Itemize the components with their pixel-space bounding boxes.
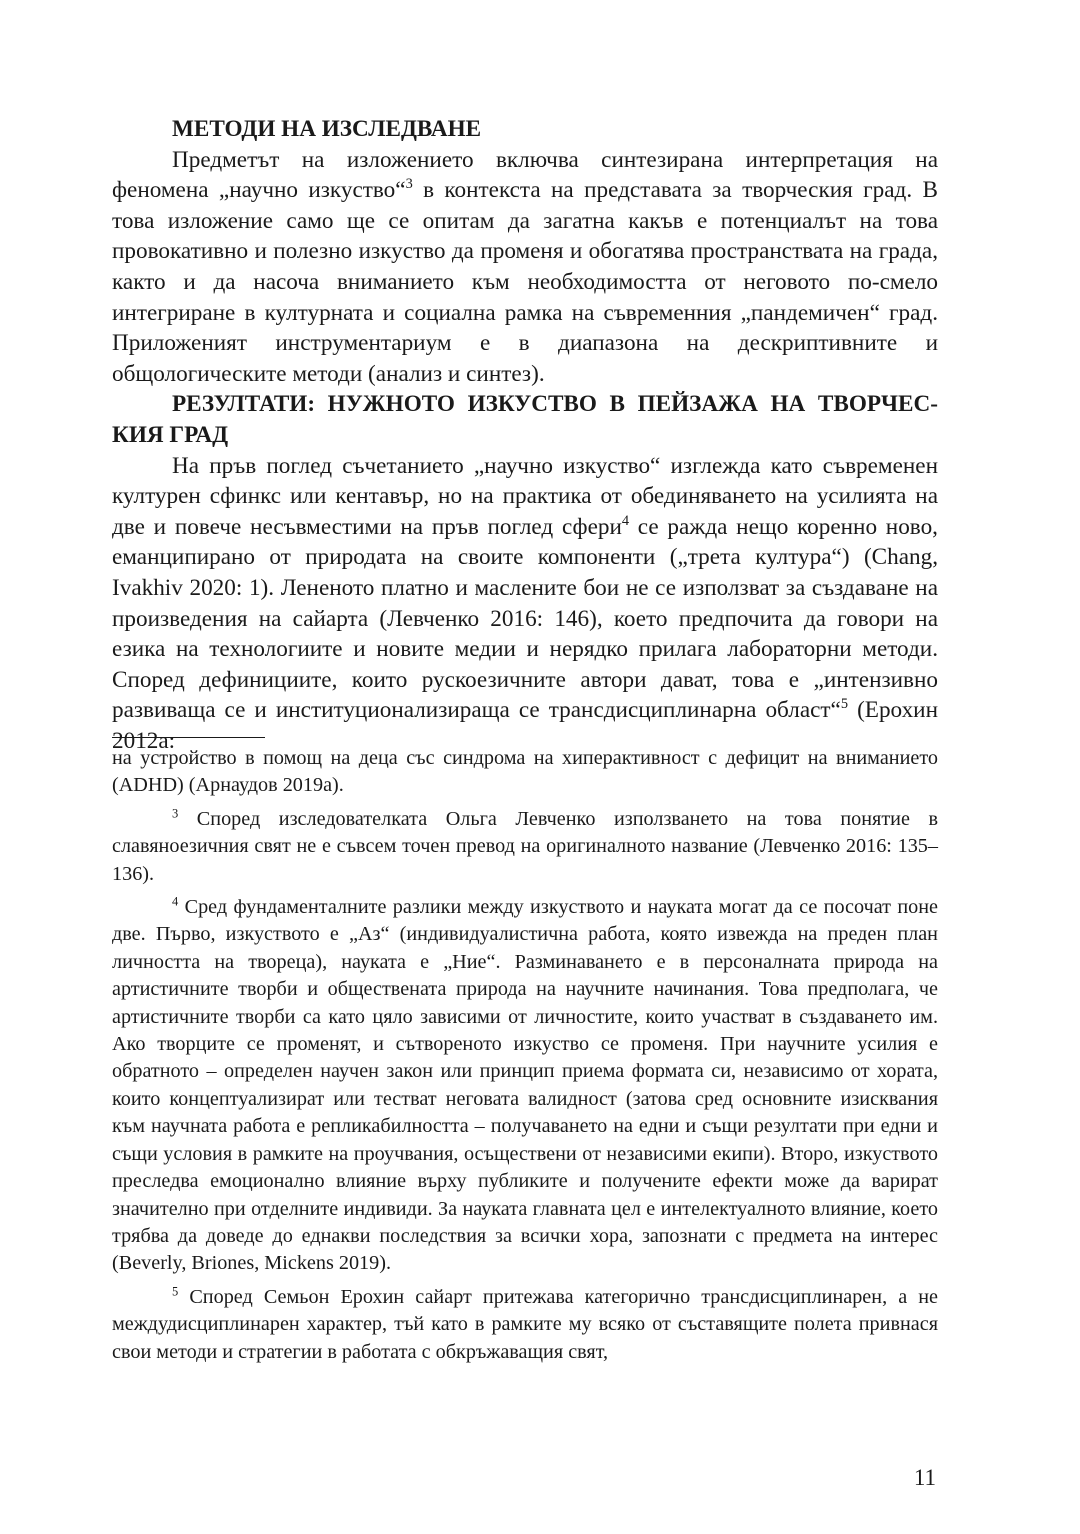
footnote-ref-3[interactable]: 3 bbox=[405, 176, 413, 193]
results-paragraph bbox=[112, 451, 938, 757]
results-text-part-1: На пръв поглед съчетанието „научно изкуство“ изглежда като съвременен културен сфинкс или кентавър, но на практика от обединяването на усилията на две и повече несъвместими на пръв поглед сфери bbox=[112, 452, 938, 540]
footnote-5 bbox=[112, 1284, 938, 1366]
methods-heading: МЕТОДИ НА ИЗСЛЕДВАНЕ bbox=[172, 116, 482, 142]
methods-text-part-2: в контекста на представата за творческия град. В това изложение само ще се опитам да загатна какъв е потенциалът на това провокативно и полезно изкуство да променя и обогатява пространствата на града, както и да насоча вниманието към необходимостта от неговото по-смело интегриране в културната и социална рамка на съвременния „пандемичен“ град. Приложеният инструментариум е в диапазона на дескриптивните и общологическите методи (анализ и синтез). bbox=[112, 177, 938, 387]
footnote-separator bbox=[112, 737, 265, 738]
footnote-mark-5: 5 bbox=[172, 1283, 179, 1298]
methods-text-part-1: Предметът на изложението включва синтезирана интерпретация на феномена „научно изкуство“ bbox=[112, 146, 938, 204]
footnote-5-text: Според Семьон Ерохин сайарт притежава категорично трансдисциплинарен, а не междудисциплинарен характер, тъй като в рамките му всяко от съставящите полета привнася свои методи и стратегии в работата с обкръжаващия свят, bbox=[112, 1285, 938, 1363]
footnotes bbox=[112, 745, 938, 1372]
footnote-mark-4: 4 bbox=[172, 894, 179, 909]
results-heading: РЕЗУЛТАТИ: НУЖНОТО ИЗКУСТВО В ПЕЙЗАЖА НА ТВОРЧЕСКИЯ ГРАД bbox=[112, 391, 938, 448]
methods-paragraph bbox=[112, 145, 938, 390]
main-text bbox=[112, 114, 938, 756]
footnote-4-text: Сред фундаменталните разлики между изкуството и науката могат да се посочат поне две. Първо, изкуството е „Аз“ (индивидуалистична работа, която извежда на преден план личността на твореца), науката е „Ние“. Разминаването е в персоналната природа на артистичните творби и обществената природа на научните начинания. Това предполага, че артистичните творби са като цяло зависими от личностите, които участват в създаването им. Ако творците се променят, и сътвореното изкуство се променя. При научните усилия е обратното – определен научен закон или принцип приема формата си, независимо от хората, които концептуализират или тестват неговата валидност (затова сред основните изисквания към научната работа е репликабилността – получаването на едни и същи резултати при едни и същи условия в рамките на проучвания, осъществени от независими екипи). Второ, изкуството преследва емоционално влияние върху публиките и получените ефекти може да варират значително при отделните индивиди. За науката главната цел е интелектуалното влияние, което трябва да доведе до еднакви последствия за всички хора, запознати с предмета на интерес (Beverly, Briones, Mickens 2019). bbox=[112, 896, 938, 1275]
footnote-ref-5[interactable]: 5 bbox=[840, 696, 849, 713]
footnote-mark-3: 3 bbox=[172, 806, 179, 821]
footnote-3-text: Според изследователката Ольга Левченко използването на това понятие в славяноезичния свят не е съвсем точен превод на оригиналното название (Левченко 2016: 135–136). bbox=[112, 807, 938, 885]
footnote-3 bbox=[112, 806, 938, 888]
footnote-ref-4[interactable]: 4 bbox=[621, 512, 630, 529]
footnote-4 bbox=[112, 894, 938, 1278]
results-text-part-3: (Ерохин 2012а: bbox=[112, 697, 938, 754]
results-text-part-2: се ражда нещо коренно ново, еманципирано от природата на своите компоненти („трета култура“) (Chang, Ivakhiv 2020: 1). Лененото платно и маслените бои не се използват за създаване на произведения на сайарта (Левченко 2016: 146), което предпочита да говори на езика на технологиите и новите медии и нерядко прилага лабораторни методи. Според дефинициите, които рускоезичните автори дават, това е „интензивно развиваща се и институционализираща се трансдисциплинарна област“ bbox=[112, 513, 938, 724]
page-number: 11 bbox=[913, 1465, 936, 1490]
footnote-continued: на устройство в помощ на деца със синдрома на хиперактивност с дефицит на вниманието (ADHD) (Арнаудов 2019а). bbox=[112, 747, 938, 797]
